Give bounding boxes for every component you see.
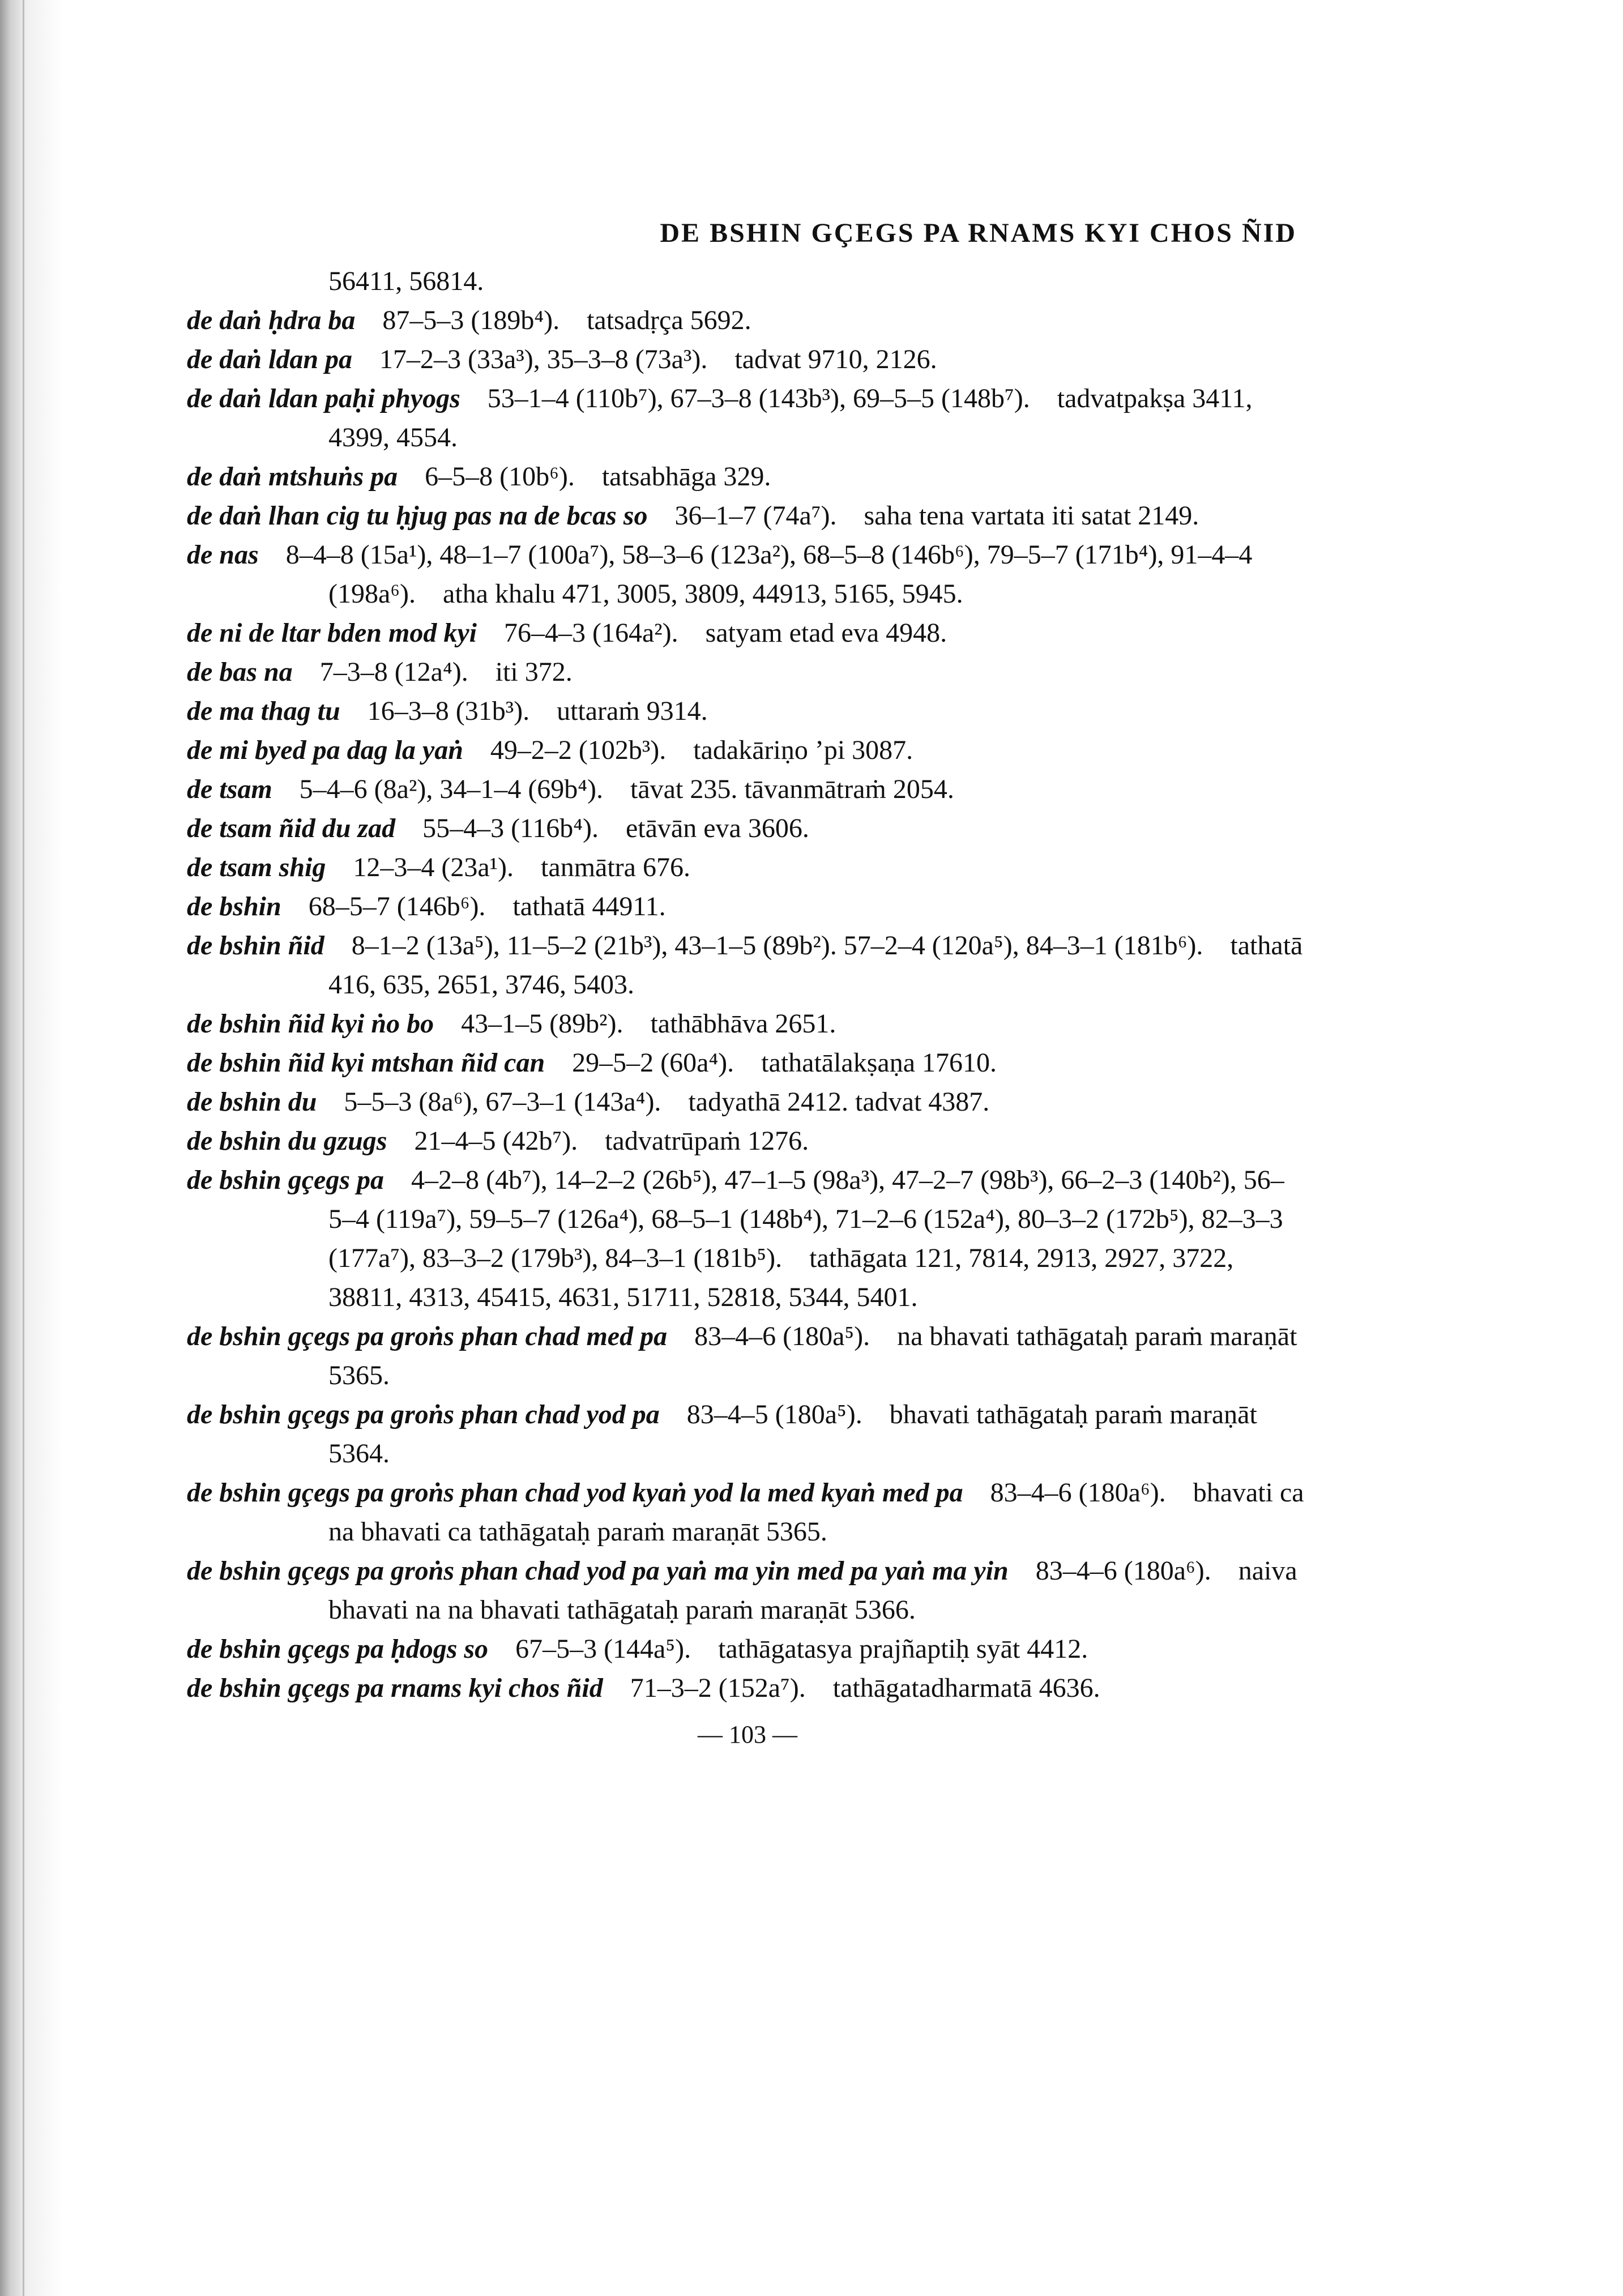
- entry-headword: de daṅ ldan paḥi phyogs: [187, 383, 460, 413]
- entry-citation: 43–1–5 (89b²).: [461, 1009, 623, 1039]
- entry-list: [187, 262, 1308, 1708]
- dictionary-entry: [187, 1043, 1308, 1082]
- dictionary-entry: [187, 1629, 1308, 1668]
- entry-sanskrit: saha tena vartata iti satat 2149.: [864, 501, 1199, 531]
- dictionary-entry: [187, 770, 1308, 809]
- entry-citation: 71–3–2 (152a⁷).: [630, 1673, 806, 1703]
- dictionary-entry: [187, 496, 1308, 535]
- entry-sanskrit: bhavati ca na bhavati ca tathāgataḥ paraṁ maraṇāt 5365.: [328, 1478, 1304, 1547]
- entry-sanskrit: tadvatpakṣa 3411, 4399, 4554.: [328, 383, 1253, 453]
- dictionary-entry: [187, 1473, 1308, 1551]
- dictionary-entry: [187, 1551, 1308, 1629]
- entry-headword: de bshin ñid: [187, 931, 324, 961]
- entry-sanskrit: tathatālakṣaṇa 17610.: [761, 1048, 997, 1078]
- dictionary-entry: [187, 1004, 1308, 1043]
- dictionary-entry: [187, 1082, 1308, 1121]
- dictionary-entry: [187, 1668, 1308, 1708]
- entry-sanskrit: tāvat 235. tāvanmātraṁ 2054.: [630, 774, 954, 804]
- entry-citation: 8–4–8 (15a¹), 48–1–7 (100a⁷), 58–3–6 (123a²), 68–5–8 (146b⁶), 79–5–7 (171b⁴), 91–4–4 (198a⁶).: [285, 540, 1253, 609]
- entry-headword: de tsam shig: [187, 852, 326, 882]
- entry-headword: de daṅ ldan pa: [187, 344, 353, 374]
- entry-citation: 29–5–2 (60a⁴).: [572, 1048, 734, 1078]
- entry-sanskrit: uttaraṁ 9314.: [557, 696, 708, 726]
- entry-sanskrit: na bhavati tathāgataḥ paraṁ maraṇāt 5365.: [328, 1321, 1297, 1390]
- entry-sanskrit: etāvān eva 3606.: [625, 813, 809, 843]
- entry-sanskrit: iti 372.: [495, 657, 573, 687]
- entry-sanskrit: tathatā 44911.: [512, 891, 666, 921]
- entry-sanskrit: tadakāriṇo ’pi 3087.: [693, 735, 913, 765]
- dictionary-entry: [187, 1160, 1308, 1317]
- entry-headword: de bshin du: [187, 1087, 317, 1117]
- entry-headword: de bshin gçegs pa rnams kyi chos ñid: [187, 1673, 603, 1703]
- entry-citation: 49–2–2 (102b³).: [490, 735, 667, 765]
- scan-edge-streak: [23, 0, 24, 2296]
- dictionary-entry: [187, 301, 1308, 340]
- dictionary-entry: [187, 613, 1308, 652]
- dictionary-entry: [187, 809, 1308, 848]
- entry-sanskrit: tadyathā 2412. tadvat 4387.: [688, 1087, 990, 1117]
- entry-headword: de bshin: [187, 891, 281, 921]
- entry-sanskrit: tathāgata 121, 7814, 2913, 2927, 3722, 38811, 4313, 45415, 4631, 51711, 52818, 5344, 5401.: [328, 1243, 1234, 1312]
- entry-headword: de bshin ñid kyi ṅo bo: [187, 1009, 434, 1039]
- entry-headword: de ni de ltar bden mod kyi: [187, 618, 477, 648]
- dictionary-entry: [187, 887, 1308, 926]
- entry-citation: 76–4–3 (164a²).: [503, 618, 678, 648]
- entry-headword: de bshin gçegs pa groṅs phan chad med pa: [187, 1321, 668, 1351]
- entry-headword: de bshin gçegs pa groṅs phan chad yod pa: [187, 1399, 660, 1429]
- entry-headword: de daṅ ḥdra ba: [187, 305, 356, 335]
- entry-headword: de ma thag tu: [187, 696, 340, 726]
- entry-citation: 53–1–4 (110b⁷), 67–3–8 (143b³), 69–5–5 (148b⁷).: [487, 383, 1030, 413]
- entry-headword: de daṅ mtshuṅs pa: [187, 462, 398, 492]
- entry-citation: 12–3–4 (23a¹).: [353, 852, 514, 882]
- entry-citation: 83–4–6 (180a⁶).: [990, 1478, 1166, 1508]
- dictionary-entry: [187, 1395, 1308, 1473]
- entry-sanskrit: tathāgatadharmatā 4636.: [832, 1673, 1100, 1703]
- entry-sanskrit: bhavati tathāgataḥ paraṁ maraṇāt 5364.: [328, 1399, 1257, 1469]
- entry-sanskrit: atha khalu 471, 3005, 3809, 44913, 5165, 5945.: [443, 579, 963, 609]
- entry-sanskrit: tathāgatasya prajñaptiḥ syāt 4412.: [718, 1634, 1088, 1664]
- continuation-line: 56411, 56814.: [328, 266, 484, 296]
- entry-headword: de tsam: [187, 774, 272, 804]
- entry-citation: 17–2–3 (33a³), 35–3–8 (73a³).: [379, 344, 708, 374]
- entry-headword: de bshin gçegs pa groṅs phan chad yod kyaṅ yod la med kyaṅ med pa: [187, 1478, 963, 1508]
- dictionary-entry: [187, 379, 1308, 457]
- entry-headword: de bshin gçegs pa groṅs phan chad yod pa yaṅ ma yin med pa yaṅ ma yin: [187, 1556, 1009, 1586]
- entry-citation: 6–5–8 (10b⁶).: [425, 462, 575, 492]
- entry-sanskrit: tadvatrūpaṁ 1276.: [605, 1126, 809, 1156]
- entry-headword: de bas na: [187, 657, 293, 687]
- dictionary-entry: [187, 731, 1308, 770]
- dictionary-entry: [187, 1121, 1308, 1160]
- entry-headword: de bshin gçegs pa ḥdogs so: [187, 1634, 489, 1664]
- entry-headword: de bshin gçegs pa: [187, 1165, 384, 1195]
- entry-citation: 68–5–7 (146b⁶).: [308, 891, 486, 921]
- scan-edge-shadow: [0, 0, 68, 2296]
- entry-citation: 83–4–6 (180a⁵).: [694, 1321, 870, 1351]
- dictionary-entry: [187, 535, 1308, 613]
- entry-citation: 87–5–3 (189b⁴).: [382, 305, 560, 335]
- dictionary-page: [187, 215, 1308, 1749]
- entry-sanskrit: tathābhāva 2651.: [650, 1009, 836, 1039]
- entry-citation: 5–5–3 (8a⁶), 67–3–1 (143a⁴).: [344, 1087, 661, 1117]
- dictionary-entry: [187, 848, 1308, 887]
- entry-headword: de bshin du gzugs: [187, 1126, 387, 1156]
- entry-citation: 55–4–3 (116b⁴).: [422, 813, 599, 843]
- entry-citation: 21–4–5 (42b⁷).: [414, 1126, 578, 1156]
- running-head: DE BSHIN GÇEGS PA RNAMS KYI CHOS ÑID: [660, 218, 1297, 248]
- entry-citation: 36–1–7 (74a⁷).: [674, 501, 837, 531]
- entry-citation: 83–4–5 (180a⁵).: [686, 1399, 862, 1429]
- entry-headword: de bshin ñid kyi mtshan ñid can: [187, 1048, 545, 1078]
- entry-sanskrit: tathatā 416, 635, 2651, 3746, 5403.: [328, 931, 1303, 1000]
- entry-citation: 5–4–6 (8a²), 34–1–4 (69b⁴).: [299, 774, 604, 804]
- entry-headword: de mi byed pa dag la yaṅ: [187, 735, 463, 765]
- entry-sanskrit: tatsabhāga 329.: [601, 462, 771, 492]
- dictionary-entry: [187, 1317, 1308, 1395]
- entry-headword: de tsam ñid du zad: [187, 813, 396, 843]
- entry-citation: 4–2–8 (4b⁷), 14–2–2 (26b⁵), 47–1–5 (98a³), 47–2–7 (98b³), 66–2–3 (140b²), 56–5–4 (119a⁷), 59–5–7 (126a⁴), 68–5–1 (148b⁴), 71–2–6 (152a⁴), 80–3–2 (172b⁵), 82–3–3 (177a⁷), 83–3–2 (179b³), 84–3–1 (181b⁵).: [328, 1165, 1284, 1273]
- entry-citation: 16–3–8 (31b³).: [367, 696, 530, 726]
- dictionary-entry: [187, 692, 1308, 731]
- dictionary-entry: [187, 457, 1308, 496]
- entry-headword: de nas: [187, 540, 259, 570]
- entry-citation: 83–4–6 (180a⁶).: [1035, 1556, 1211, 1586]
- entry-sanskrit: tatsadṛça 5692.: [587, 305, 751, 335]
- dictionary-entry: [187, 340, 1308, 379]
- entry-citation: 7–3–8 (12a⁴).: [319, 657, 468, 687]
- dictionary-entry: [187, 926, 1308, 1004]
- entry-citation: 8–1–2 (13a⁵), 11–5–2 (21b³), 43–1–5 (89b²). 57–2–4 (120a⁵), 84–3–1 (181b⁶).: [351, 931, 1203, 961]
- entry-headword: de daṅ lhan cig tu ḥjug pas na de bcas so: [187, 501, 648, 531]
- dictionary-entry: [187, 652, 1308, 692]
- entry-sanskrit: tadvat 9710, 2126.: [734, 344, 937, 374]
- entry-sanskrit: tanmātra 676.: [541, 852, 690, 882]
- entry-sanskrit: satyam etad eva 4948.: [705, 618, 947, 648]
- entry-container: [187, 301, 1308, 1708]
- entry-sanskrit: naiva bhavati na na bhavati tathāgataḥ paraṁ maraṇāt 5366.: [328, 1556, 1297, 1625]
- entry-citation: 67–5–3 (144a⁵).: [515, 1634, 691, 1664]
- page-number: — 103 —: [698, 1721, 797, 1748]
